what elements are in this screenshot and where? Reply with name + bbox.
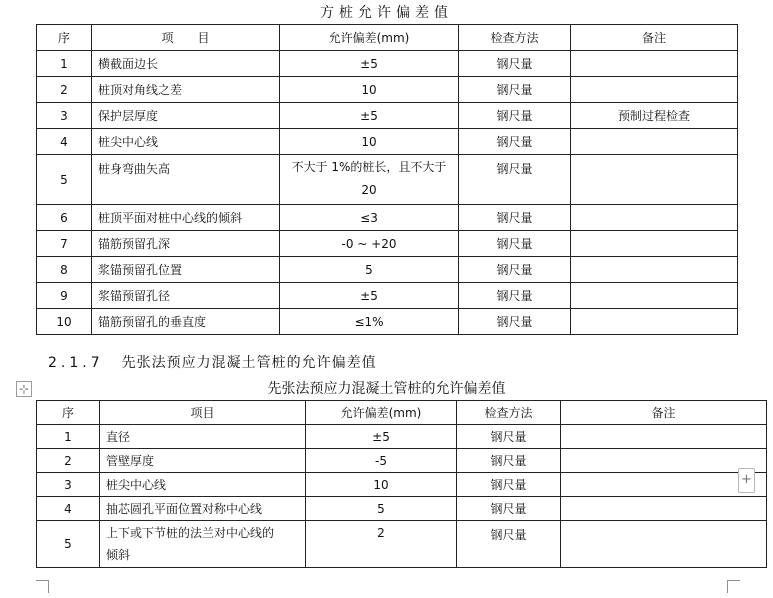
- row-value: 2: [306, 521, 457, 568]
- row-no: 9: [37, 283, 92, 309]
- row-note: [561, 497, 767, 521]
- row-no: 5: [37, 155, 92, 205]
- row-note: [571, 309, 738, 335]
- row-value: ±5: [280, 283, 459, 309]
- row-item-line1: 上下或下节桩的法兰对中心线的: [106, 526, 275, 540]
- col-header-item: 项 目: [92, 25, 280, 51]
- col-header-note: 备注: [571, 25, 738, 51]
- row-value: [280, 155, 459, 205]
- row-note: [561, 473, 767, 497]
- table-row: [37, 497, 767, 521]
- col-header-item: 项目: [100, 401, 306, 425]
- table-row: [37, 473, 767, 497]
- row-item: 浆锚预留孔径: [92, 283, 280, 309]
- row-note: [571, 51, 738, 77]
- col-header-no: 序: [37, 401, 100, 425]
- row-no: 7: [37, 231, 92, 257]
- row-method: 钢尺量: [459, 309, 571, 335]
- col-header-tolerance: 允许偏差(mm): [306, 401, 457, 425]
- table-row: [37, 449, 767, 473]
- row-value: -0 ~ +20: [280, 231, 459, 257]
- row-no: 2: [37, 77, 92, 103]
- row-item: 管壁厚度: [100, 449, 306, 473]
- row-note: [571, 231, 738, 257]
- col-header-method: 检查方法: [459, 25, 571, 51]
- row-method: 钢尺量: [457, 521, 561, 568]
- pile-tolerance-table: [36, 24, 738, 335]
- row-note: [571, 283, 738, 309]
- row-note: 预制过程检查: [571, 103, 738, 129]
- col-header-note: 备注: [561, 401, 767, 425]
- table-header-row: [37, 25, 738, 51]
- row-item: 保护层厚度: [92, 103, 280, 129]
- row-value-line1: 不大于 1%的桩长，且不大于: [291, 160, 447, 174]
- row-note: [571, 77, 738, 103]
- row-value: 10: [280, 129, 459, 155]
- row-method: 钢尺量: [459, 51, 571, 77]
- table-row: [37, 103, 738, 129]
- row-value: 5: [306, 497, 457, 521]
- table-row: [37, 77, 738, 103]
- row-item: 直径: [100, 425, 306, 449]
- row-value: 10: [306, 473, 457, 497]
- row-method: 钢尺量: [457, 497, 561, 521]
- row-method: 钢尺量: [459, 205, 571, 231]
- row-item-line2: 倾斜: [106, 548, 131, 562]
- table-row: [37, 205, 738, 231]
- row-no: 1: [37, 51, 92, 77]
- row-item: 抽芯圆孔平面位置对称中心线: [100, 497, 306, 521]
- row-value: ±5: [280, 103, 459, 129]
- row-no: 2: [37, 449, 100, 473]
- row-item: 横截面边长: [92, 51, 280, 77]
- table-row: [37, 309, 738, 335]
- table-row: [37, 129, 738, 155]
- table-row: [37, 231, 738, 257]
- row-item: 桩尖中心线: [92, 129, 280, 155]
- row-note: [561, 521, 767, 568]
- table-row: [37, 521, 767, 568]
- row-value: 10: [280, 77, 459, 103]
- row-note: [571, 155, 738, 205]
- row-note: [561, 425, 767, 449]
- section-number: 2.1.7: [48, 355, 104, 371]
- row-no: 1: [37, 425, 100, 449]
- row-method: 钢尺量: [457, 449, 561, 473]
- row-method: 钢尺量: [457, 425, 561, 449]
- row-note: [571, 205, 738, 231]
- row-no: 8: [37, 257, 92, 283]
- table-move-handle-icon[interactable]: ⊹: [16, 381, 32, 397]
- col-header-method: 检查方法: [457, 401, 561, 425]
- table-row: [37, 425, 767, 449]
- table-row: [37, 283, 738, 309]
- row-item: 浆锚预留孔位置: [92, 257, 280, 283]
- row-method: 钢尺量: [459, 231, 571, 257]
- row-note: [561, 449, 767, 473]
- page-corner-mark-right: [727, 580, 740, 593]
- row-no: 4: [37, 129, 92, 155]
- row-value: -5: [306, 449, 457, 473]
- table1-title: 方桩允许偏差值: [320, 5, 453, 21]
- page-corner-mark-left: [36, 580, 49, 593]
- row-method: 钢尺量: [457, 473, 561, 497]
- row-item: 桩身弯曲矢高: [92, 155, 280, 205]
- row-no: 10: [37, 309, 92, 335]
- row-method: 钢尺量: [459, 129, 571, 155]
- row-no: 4: [37, 497, 100, 521]
- table-row: [37, 257, 738, 283]
- row-no: 3: [37, 103, 92, 129]
- row-method: 钢尺量: [459, 257, 571, 283]
- row-item: 桩尖中心线: [100, 473, 306, 497]
- row-no: 5: [37, 521, 100, 568]
- col-header-no: 序: [37, 25, 92, 51]
- section-title: 先张法预应力混凝土管桩的允许偏差值: [121, 355, 377, 371]
- row-item: 锚筋预留孔深: [92, 231, 280, 257]
- row-method: 钢尺量: [459, 155, 571, 205]
- row-item: [100, 521, 306, 568]
- table2-title: 先张法预应力混凝土管桩的允许偏差值: [267, 381, 506, 397]
- row-value-line2: 20: [361, 183, 377, 197]
- table-header-row: [37, 401, 767, 425]
- row-note: [571, 129, 738, 155]
- section-heading: [48, 352, 377, 372]
- row-value: 5: [280, 257, 459, 283]
- row-value: ≤1%: [280, 309, 459, 335]
- col-header-tolerance: 允许偏差(mm): [280, 25, 459, 51]
- row-value: ±5: [280, 51, 459, 77]
- row-note: [571, 257, 738, 283]
- add-row-plus-icon[interactable]: +: [738, 468, 755, 493]
- table-row: [37, 51, 738, 77]
- row-item: 锚筋预留孔的垂直度: [92, 309, 280, 335]
- row-method: 钢尺量: [459, 77, 571, 103]
- row-method: 钢尺量: [459, 103, 571, 129]
- row-no: 3: [37, 473, 100, 497]
- row-value: ≤3: [280, 205, 459, 231]
- row-value: ±5: [306, 425, 457, 449]
- pipe-pile-tolerance-table: [36, 400, 767, 568]
- row-item: 桩顶对角线之差: [92, 77, 280, 103]
- row-method: 钢尺量: [459, 283, 571, 309]
- row-no: 6: [37, 205, 92, 231]
- table-row: [37, 155, 738, 205]
- row-item: 桩顶平面对桩中心线的倾斜: [92, 205, 280, 231]
